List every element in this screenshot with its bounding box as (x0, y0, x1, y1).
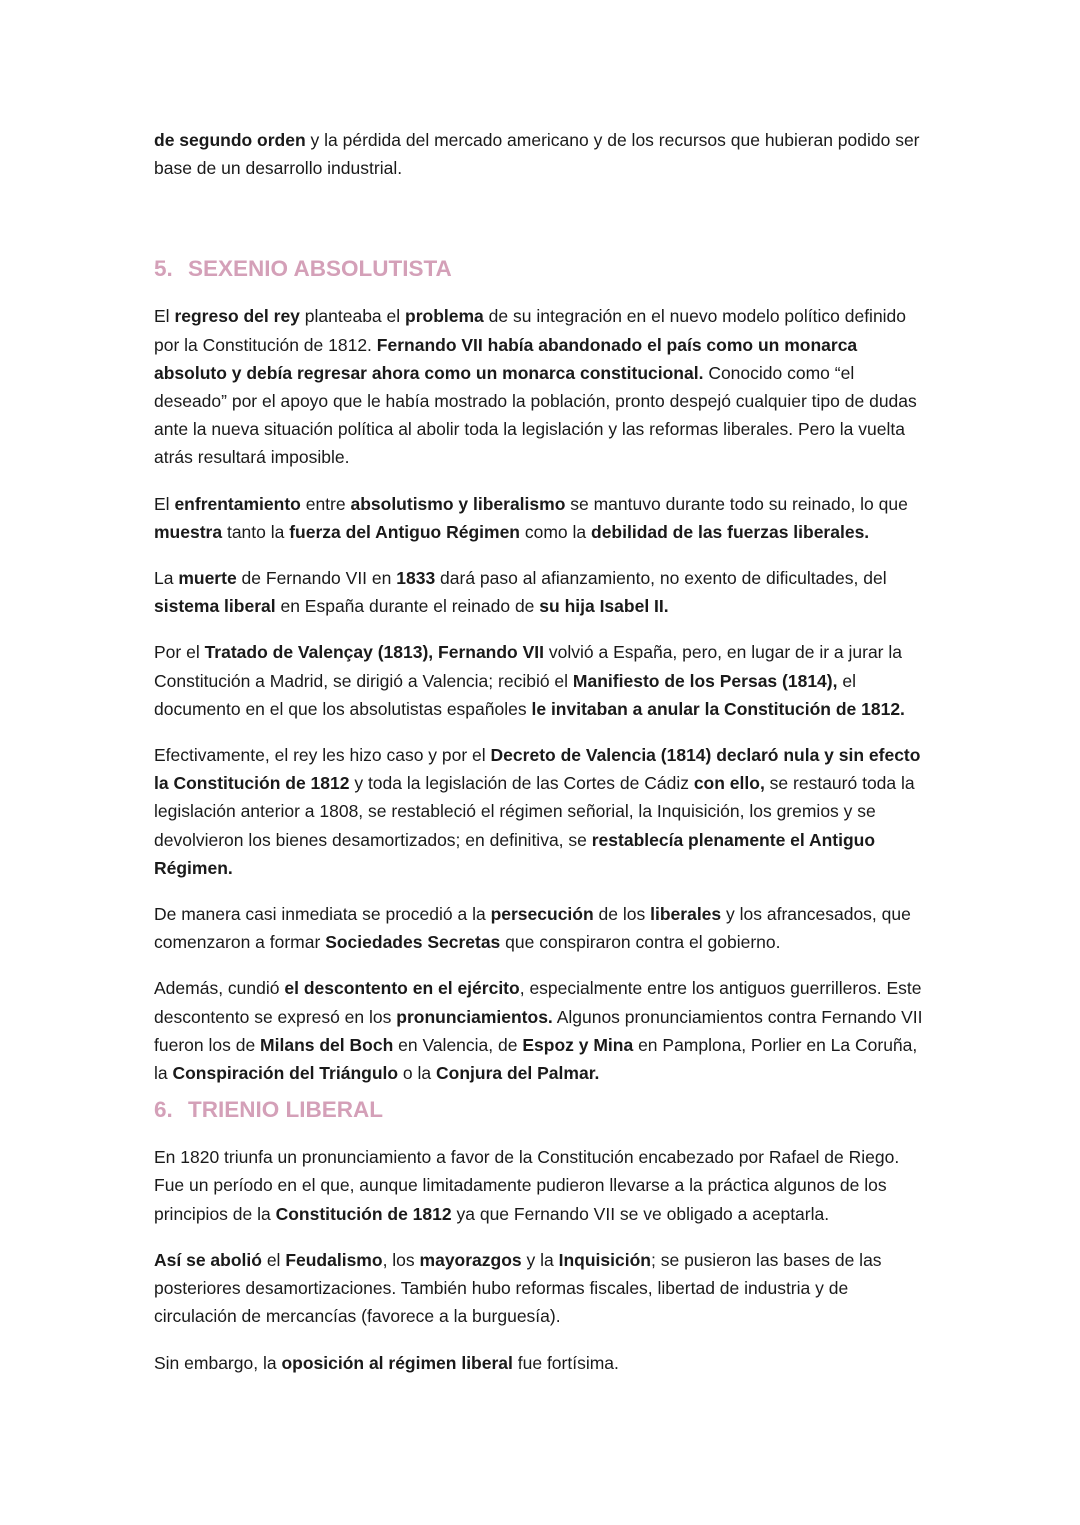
paragraph: De manera casi inmediata se procedió a la persecución de los liberales y los afrancesados, que comenzaron a formar Sociedades Secretas que conspiraron contra el gobierno. (154, 904, 911, 953)
paragraph: Sin embargo, la oposición al régimen liberal fue fortísima. (154, 1352, 619, 1373)
paragraph: El regreso del rey planteaba el problema de su integración en el nuevo modelo político definido por la Constitución de 1812. Fernando VII había abandonado el país como un monarca absoluto y debía regresar ahora como un monarca constitucional. Conocido como “el deseado” por el apoyo que le había mostrado la población, pronto despejó cualquier tipo de dudas ante la nueva situación política al abolir toda la legislación y las reformas liberales. Pero la vuelta atrás resultará imposible. (154, 306, 917, 468)
section-number: 6. (154, 1097, 173, 1123)
paragraph: Por el Tratado de Valençay (1813), Fernando VII volvió a España, pero, en lugar de ir a jurar la Constitución a Madrid, se dirigió a Valencia; recibió el Manifiesto de los Persas (1814), el documento en el que los absolutistas españoles le invitaban a anular la Constitución de 1812. (154, 642, 905, 719)
section-heading-sexenio-absolutista (154, 254, 930, 284)
paragraph: Efectivamente, el rey les hizo caso y por el Decreto de Valencia (1814) declaró nula y sin efecto la Constitución de 1812 y toda la legislación de las Cortes de Cádiz con ello, se restauró toda la legislación anterior a 1808, se restableció el régimen señorial, la Inquisición, los gremios y se devolvieron los bienes desamortizados; en definitiva, se restablecía plenamente el Antiguo Régimen. (154, 745, 921, 878)
document-page (154, 126, 930, 1377)
paragraph: Así se abolió el Feudalismo, los mayorazgos y la Inquisición; se pusieron las bases de las posteriores desamortizaciones. También hubo reformas fiscales, libertad de industria y de circulación de mercancías (favorece a la burguesía). (154, 1249, 882, 1327)
section-heading-trienio-liberal (154, 1095, 930, 1125)
section-title: TRIENIO LIBERAL (188, 1097, 383, 1123)
paragraph: La muerte de Fernando VII en 1833 dará paso al afianzamiento, no exento de dificultades, del sistema liberal en España durante el reinado de su hija Isabel II. (154, 568, 887, 617)
paragraph: Además, cundió el descontento en el ejército, especialmente entre los antiguos guerrilleros. Este descontento se expresó en los pronunciamientos. Algunos pronunciamientos contra Fernando VII fueron los de Milans del Boch en Valencia, de Espoz y Mina en Pamplona, Porlier en La Coruña, la Conspiración del Triángulo o la Conjura del Palmar. (154, 978, 923, 1084)
intro-paragraph: de segundo orden y la pérdida del mercado americano y de los recursos que hubieran podido ser base de un desarrollo industrial. (154, 130, 920, 179)
bold-text: de segundo orden (154, 130, 306, 150)
section-title: SEXENIO ABSOLUTISTA (188, 256, 452, 282)
section-number: 5. (154, 256, 173, 282)
paragraph: En 1820 triunfa un pronunciamiento a favor de la Constitución encabezado por Rafael de Riego. Fue un período en el que, aunque limitadamente pudieron llevarse a la práctica algunos de los principios de la Constitución de 1812 ya que Fernando VII se ve obligado a aceptarla. (154, 1147, 900, 1224)
paragraph: El enfrentamiento entre absolutismo y liberalismo se mantuvo durante todo su reinado, lo que muestra tanto la fuerza del Antiguo Régimen como la debilidad de las fuerzas liberales. (154, 493, 908, 542)
